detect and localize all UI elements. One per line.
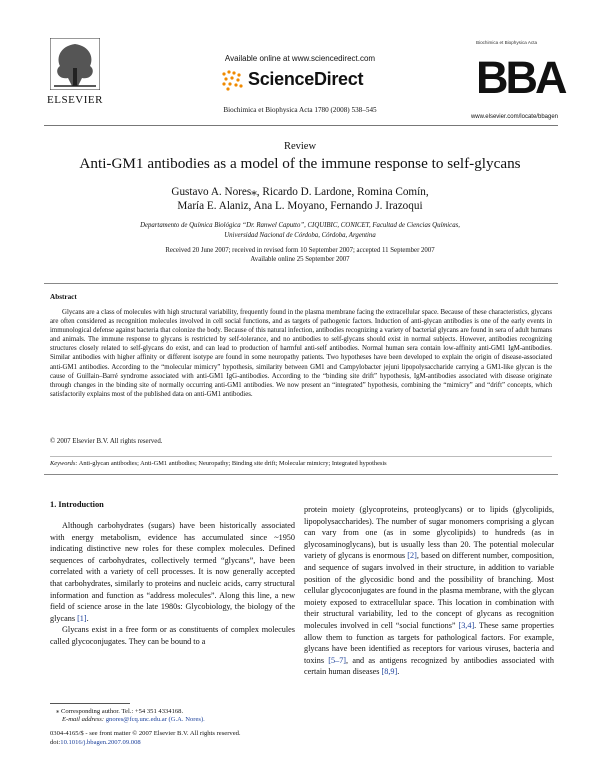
- keywords: [50, 460, 552, 467]
- paragraph-text: .: [397, 667, 400, 677]
- available-online-date: Available online 25 September 2007: [250, 256, 350, 263]
- citation-link[interactable]: [5–7]: [328, 655, 347, 665]
- paragraph: [304, 504, 554, 678]
- journal-reference: Biochimica et Biophysica Acta 1780 (2008) 538–545: [223, 106, 377, 114]
- citation-link[interactable]: [8,9]: [381, 667, 398, 677]
- keywords-label: Keywords:: [50, 460, 78, 467]
- paragraph-text: .: [86, 613, 89, 623]
- paragraph: [50, 520, 295, 624]
- paragraph-text: , based on different number, composition, and sequence of sugars involved in their structure, in addition to variable position of the glycosidic bond and the possibility of branching. Most cellular glycoconjugates are found in the plasma membrane, with the glycan moiety exposed to extracellular space. This location in combination with their structural variability, led to the concept of glycans as recognition molecules involved in cell “social functions”: [304, 551, 554, 630]
- paragraph-text: , and as antigens recognized by antibodies associated with certain human diseases: [304, 655, 554, 677]
- issn-line: 0304-4165/$ - see front matter © 2007 Elsevier B.V. All rights reserved.: [50, 730, 241, 737]
- affiliation-line-1: Departamento de Química Biológica “Dr. Ranwel Caputto”, CIQUIBIC, CONICET, Facultad de Ciencias Químicas,: [140, 222, 460, 229]
- journal-url: www.elsevier.com/locate/bbagen: [470, 114, 558, 120]
- elsevier-tree-icon: [50, 38, 100, 90]
- body-column-right: [304, 504, 554, 678]
- paragraph: Glycans exist in a free form or as constituents of complex molecules called glycoconjugates. They can be bound to a: [50, 625, 295, 646]
- bba-logo: BBA: [476, 52, 565, 103]
- citation-link[interactable]: [2]: [407, 551, 417, 561]
- available-online-text: Available online at www.sciencedirect.com: [224, 54, 376, 63]
- received-dates: Received 20 June 2007; received in revised form 10 September 2007; accepted 11 September 2007: [165, 247, 435, 254]
- body-column-left: [50, 520, 295, 648]
- corresponding-author-note: ⁎ Corresponding author. Tel.: +54 351 4334168.: [56, 708, 184, 715]
- sciencedirect-wordmark: ScienceDirect: [248, 69, 364, 89]
- publisher-name: ELSEVIER: [47, 94, 103, 106]
- footnote-divider: [50, 703, 130, 704]
- article-type: Review: [283, 141, 317, 152]
- paper-title: Anti-GM1 antibodies as a model of the immune response to self-glycans: [79, 155, 521, 172]
- authors-line-2: María E. Alaniz, Ana L. Moyano, Fernando J. Irazoqui: [177, 200, 423, 212]
- authors-line-1: Gustavo A. Nores⁎, Ricardo D. Lardone, Romina Comín,: [171, 186, 429, 198]
- abstract-text: Glycans are a class of molecules with high structural variability, frequently found in the plasma membrane facing the extracellular space. Because of these characteristics, glycans are often considered as recognition molecules involved in cell social functions, and as targets of pathogenic factors. Induction of anti-glycan antibodies is one of the early events in immunological defense against bacteria that colonize the body. Because of this natural infection, antibodies recognizing a variety of bacterial glycans are found in sera of adult humans and animals. The immune response to glycans is restricted by self-tolerance, and no antibodies to self-glycans should exist in normal subjects. However, antibodies recognizing structures closely related to self-glycans do exist, and can lead to production of harmful anti-self antibodies. Normal human sera contain low-affinity anti-GM1 IgM-antibodies. Similar antibodies with higher affinity or different isotype are found in some neuropathy patients. Two hypotheses have been developed to explain the origin of disease-associated anti-GM1 antibodies. According to the “molecular mimicry” hypothesis, similarity between GM1 and Campylobacter jejuni lipopolysaccharide carrying a GM1-like glycan is the cause of Guillain–Barré syndrome associated with anti-GM1 IgG-antibodies. According to the “binding site drift” hypothesis, IgM-antibodies associated with disease originate through changes in the binding site of normally occurring anti-GM1 antibodies. We now present an “integrated” hypothesis, combining the “mimicry” and “drift” concepts, which satisfactorily explains most of the published data on anti-GM1 antibodies.: [50, 309, 553, 398]
- doi-label: doi:: [50, 739, 61, 746]
- email-note: [62, 716, 302, 724]
- bba-journal-cover: [476, 40, 565, 108]
- email-link[interactable]: gnores@fcq.unc.edu.ar (G.A. Nores).: [105, 716, 205, 723]
- sciencedirect-logo: [218, 66, 388, 94]
- section-heading-introduction: 1. Introduction: [50, 500, 104, 509]
- affiliation-line-2: Universidad Nacional de Córdoba, Córdoba, Argentina: [224, 232, 376, 239]
- keywords-list: Anti-glycan antibodies; Anti-GM1 antibodies; Neuropathy; Binding site drift; Molecular mimicry; Integrated hypothesis: [78, 460, 387, 467]
- bba-cover-header: Biochimica et Biophysica Acta: [476, 40, 538, 45]
- citation-link[interactable]: [3,4]: [458, 620, 475, 630]
- abstract-heading: Abstract: [50, 293, 77, 301]
- doi-link[interactable]: 10.1016/j.bbagen.2007.09.008: [60, 739, 141, 746]
- paragraph-text: protein moiety (glycoproteins, proteoglycans) or to lipids (glycolipids, lipopolysaccharides). The number of sugar monomers comprising a glycan can vary from one (as in some glycolipids) to hundreds (as in glycosaminoglycans), but is usually less than 20. The potential molecular variety of glycans is enormous: [304, 505, 554, 561]
- abstract-copyright: © 2007 Elsevier B.V. All rights reserved.: [50, 438, 163, 445]
- paragraph-text: . These same properties allow them to function as targets for pathological factors. For example, glycans have been identified as receptors for various viruses, bacteria and toxins: [304, 620, 554, 665]
- sciencedirect-dots-icon: [220, 69, 244, 91]
- doi-line: [50, 739, 300, 747]
- keywords-divider: [50, 456, 552, 457]
- paragraph-text: Although carbohydrates (sugars) have been historically associated with energy metabolism, evidence has accumulated since ~1950 indicating distinctive new roles for these complex molecules. Defined sequences of carbohydrates, collectively termed “glycans”, have been correlated with a variety of cell processes. It is now generally accepted that carbohydrates, similarly to proteins and nucleic acids, carry structural information and function as “address molecules”. Along this line, a new field of science arose in the late 1980s: Glycobiology, the biology of the glycans: [50, 521, 295, 623]
- citation-link[interactable]: [1]: [77, 613, 87, 623]
- email-label: E-mail address:: [62, 716, 105, 723]
- elsevier-logo: [44, 38, 106, 110]
- header-divider: [44, 125, 558, 126]
